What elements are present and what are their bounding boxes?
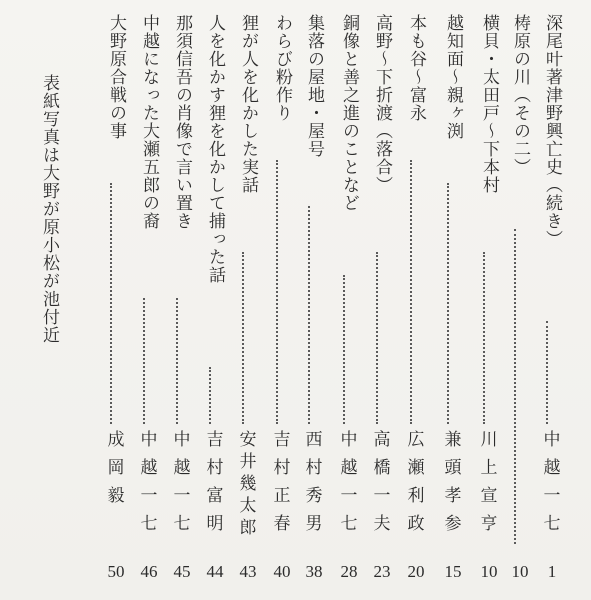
toc-entry-author: 中 越 一 七 [173,430,191,534]
toc-entry-author: 中 越 一 七 [340,430,358,534]
toc-entry [105,14,127,600]
toc-entry [405,14,427,600]
toc-entry-author: 成 岡 毅 [107,430,125,506]
toc-entry-title: 越知面〜親ヶ渕 [443,14,463,140]
toc-entry [442,14,464,600]
toc-entry-page-number: 10 [480,562,498,581]
toc-entry-page-number: 1 [547,562,557,581]
toc-entry-author: 兼 頭 孝 参 [444,430,462,534]
dotted-leader [143,298,157,424]
toc-entry [541,14,563,600]
toc-entry-title: 集落の屋地・屋号 [304,14,324,158]
toc-entry [338,14,360,600]
toc-entry-author: 広 瀬 利 政 [407,430,425,534]
dotted-leader [343,275,357,424]
toc-entry-page-number: 23 [373,562,391,581]
toc-entry-title: わらび粉作り [272,14,292,122]
toc-entry-author: 西 村 秀 男 [305,430,323,534]
toc-entry-title: 深尾叶著津野興亡史（続き） [542,14,562,248]
toc-entry-title: 那須信吾の肖像で言い置き [172,14,192,230]
dotted-leader [546,321,560,424]
toc-entry-author: 吉 村 正 春 [273,430,291,534]
toc-entry-title: 狸が人を化かした実話 [238,14,258,194]
toc-entry-title: 大野原合戦の事 [106,14,126,140]
toc-entry-author: 安 井 幾 太 郎 [239,430,257,538]
toc-entry-title: 高野〜下折渡（落合） [372,14,392,194]
toc-entry-title: 人を化かす狸を化かして捕った話 [205,14,225,284]
toc-entry-title: 横貝・太田戸〜下本村 [479,14,499,194]
dotted-leader [276,160,290,424]
toc-entry [478,14,500,600]
cover-photo-note: 表紙写真は大野が原小松が池付近 [39,74,59,344]
dotted-leader [209,367,223,424]
toc-entry [171,14,193,600]
dotted-leader [308,206,322,424]
toc-entry-page-number: 44 [206,562,224,581]
dotted-leader [514,229,528,544]
toc-entry [509,14,531,600]
toc-entry-page-number: 45 [173,562,191,581]
toc-entry [371,14,393,600]
dotted-leader [242,252,256,424]
toc-entry [204,14,226,600]
toc-entry-page-number: 38 [305,562,323,581]
toc-entry-page-number: 50 [107,562,125,581]
toc-entry-author: 高 橋 一 夫 [373,430,391,534]
toc-entry-author: 中 越 一 七 [543,430,561,534]
toc-entry-page-number: 15 [444,562,462,581]
toc-entry [303,14,325,600]
toc-entry-page-number: 10 [511,562,529,581]
toc-entry-page-number: 43 [239,562,257,581]
toc-entry-author: 中 越 一 七 [140,430,158,534]
dotted-leader [110,183,124,424]
toc-entry-title: 本も谷〜富永 [406,14,426,122]
toc-entry-author: 吉 村 富 明 [206,430,224,534]
toc-entry-page-number: 20 [407,562,425,581]
toc-entry-page-number: 46 [140,562,158,581]
toc-entry-title: 梼原の川（その二） [510,14,530,176]
toc-entry [138,14,160,600]
toc-entry-page-number: 40 [273,562,291,581]
toc-entry-page-number: 28 [340,562,358,581]
dotted-leader [376,252,390,424]
dotted-leader [410,160,424,424]
dotted-leader [483,252,497,424]
toc-entry [271,14,293,600]
dotted-leader [447,183,461,424]
toc-entry-author: 川 上 宣 亨 [480,430,498,534]
toc-entry [237,14,259,600]
dotted-leader [176,298,190,424]
toc-entry-title: 中越になった大瀬五郎の裔 [139,14,159,230]
toc-entry-title: 銅像と善之進のことなど [339,14,359,212]
